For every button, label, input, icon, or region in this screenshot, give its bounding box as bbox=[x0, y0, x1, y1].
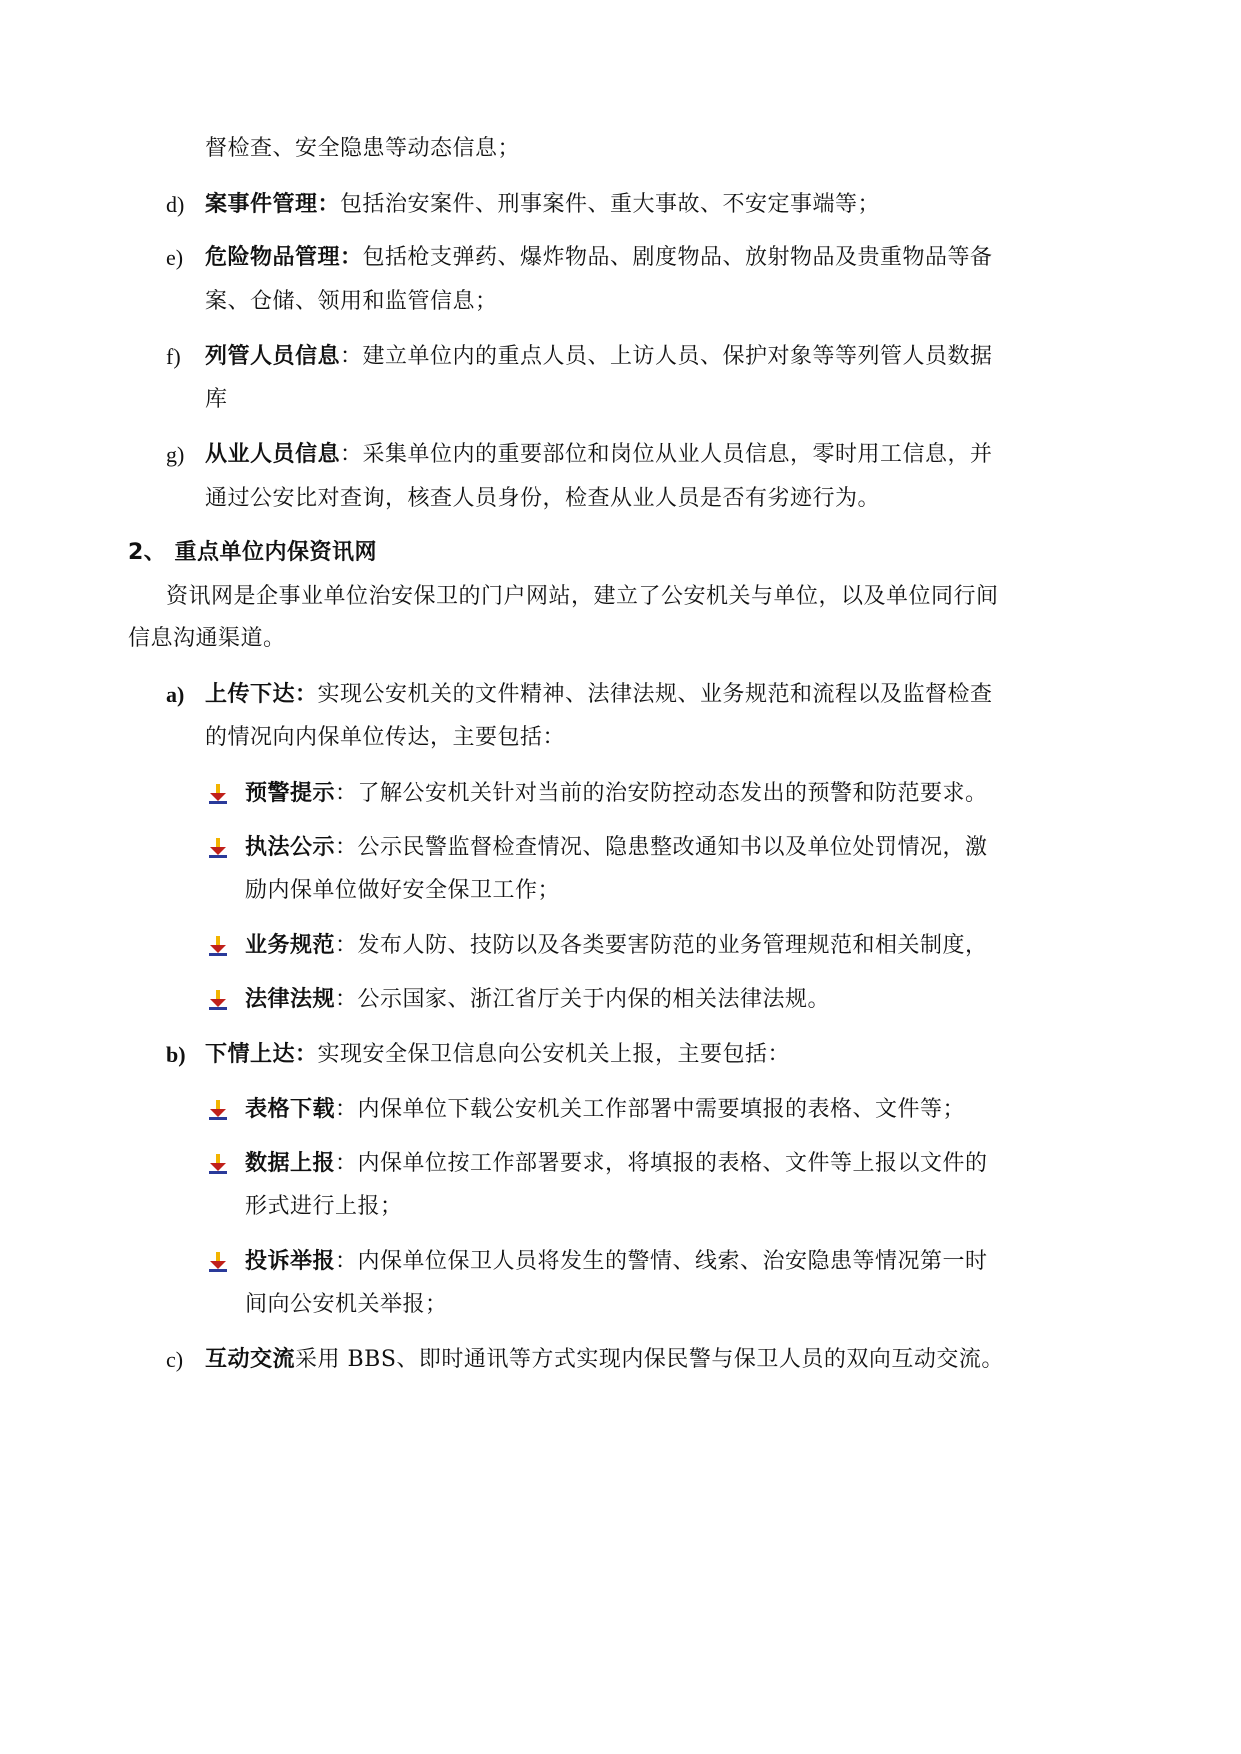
section-title: 重点单位内保资讯网 bbox=[174, 540, 377, 565]
section-number: 2、 bbox=[128, 540, 167, 565]
arrow-down-bullet-icon bbox=[207, 989, 229, 1011]
item-term: 下情上达： bbox=[205, 1042, 318, 1067]
bullet-item bbox=[245, 985, 830, 1015]
list-item-f bbox=[205, 342, 993, 372]
list-item-e bbox=[205, 243, 993, 273]
item-term: 上传下达： bbox=[205, 682, 318, 707]
bullet-item bbox=[245, 1095, 965, 1125]
list-marker-f: f) bbox=[166, 344, 181, 369]
bullet-item-cont: 形式进行上报； bbox=[245, 1194, 403, 1219]
bullet-text: ：公示民警监督检查情况、隐患整改通知书以及单位处罚情况，激 bbox=[335, 835, 988, 860]
item-term: 危险物品管理： bbox=[205, 245, 363, 270]
list-marker-g: g) bbox=[166, 442, 185, 467]
bullet-term: 法律法规 bbox=[245, 987, 336, 1012]
bullet-item bbox=[245, 1247, 988, 1277]
list-item-c bbox=[205, 1345, 1004, 1375]
bullet-term: 业务规范 bbox=[245, 933, 336, 958]
bullet-item-cont: 励内保单位做好安全保卫工作； bbox=[245, 878, 561, 903]
arrow-down-bullet-icon bbox=[207, 935, 229, 957]
item-text: 包括治安案件、刑事案件、重大事故、不安定事端等； bbox=[340, 192, 881, 217]
item-text: 包括枪支弹药、爆炸物品、剧度物品、放射物品及贵重物品等备 bbox=[362, 245, 993, 270]
bullet-text: ：内保单位保卫人员将发生的警情、线索、治安隐患等情况第一时 bbox=[335, 1249, 988, 1274]
bullet-text: ：内保单位下载公安机关工作部署中需要填报的表格、文件等； bbox=[335, 1097, 966, 1122]
list-marker-c: c) bbox=[166, 1347, 184, 1372]
list-item-g bbox=[205, 440, 993, 470]
paragraph-continuation: 督检查、安全隐患等动态信息； bbox=[205, 136, 521, 161]
list-item-d bbox=[205, 190, 880, 220]
item-text: 实现公安机关的文件精神、法律法规、业务规范和流程以及监督检查 bbox=[317, 682, 993, 707]
section-intro: 资讯网是企事业单位治安保卫的门户网站，建立了公安机关与单位，以及单位同行间 bbox=[166, 584, 999, 609]
list-marker-a: a) bbox=[166, 682, 185, 707]
bullet-text: ：发布人防、技防以及各类要害防范的业务管理规范和相关制度， bbox=[335, 933, 988, 958]
list-marker-d: d) bbox=[166, 192, 185, 217]
bullet-text: ：内保单位按工作部署要求，将填报的表格、文件等上报以文件的 bbox=[335, 1151, 988, 1176]
list-item-a-cont: 的情况向内保单位传达，主要包括： bbox=[205, 725, 566, 750]
bullet-text: ：公示国家、浙江省厅关于内保的相关法律法规。 bbox=[335, 987, 831, 1012]
list-item-e-cont: 案、仓储、领用和监管信息； bbox=[205, 289, 498, 314]
list-marker-e: e) bbox=[166, 245, 184, 270]
bullet-item bbox=[245, 931, 988, 961]
arrow-down-bullet-icon bbox=[207, 1099, 229, 1121]
item-text: 实现安全保卫信息向公安机关上报，主要包括： bbox=[317, 1042, 791, 1067]
list-item-a bbox=[205, 680, 993, 710]
bullet-item bbox=[245, 833, 988, 863]
bullet-term: 预警提示 bbox=[245, 781, 336, 806]
arrow-down-bullet-icon bbox=[207, 1153, 229, 1175]
bullet-term: 执法公示 bbox=[245, 835, 336, 860]
list-marker-b: b) bbox=[166, 1042, 186, 1067]
section-heading bbox=[128, 538, 377, 568]
item-term: 互动交流 bbox=[205, 1347, 296, 1372]
bullet-item-cont: 间向公安机关举报； bbox=[245, 1292, 448, 1317]
bullet-text: ：了解公安机关针对当前的治安防控动态发出的预警和防范要求。 bbox=[335, 781, 988, 806]
list-item-f-cont: 库 bbox=[205, 387, 228, 412]
bullet-item bbox=[245, 779, 988, 809]
list-item-g-cont: 通过公安比对查询，核查人员身份，检查从业人员是否有劣迹行为。 bbox=[205, 486, 881, 511]
arrow-down-bullet-icon bbox=[207, 1251, 229, 1273]
item-term: 列管人员信息 bbox=[205, 344, 341, 369]
section-intro-cont: 信息沟通渠道。 bbox=[128, 626, 286, 651]
item-text: 采用 BBS、即时通讯等方式实现内保民警与保卫人员的双向互动交流。 bbox=[295, 1347, 1004, 1372]
arrow-down-bullet-icon bbox=[207, 837, 229, 859]
arrow-down-bullet-icon bbox=[207, 783, 229, 805]
bullet-term: 数据上报 bbox=[245, 1151, 336, 1176]
item-text: ：建立单位内的重点人员、上访人员、保护对象等等列管人员数据 bbox=[340, 344, 993, 369]
item-term: 案事件管理： bbox=[205, 192, 341, 217]
list-item-b bbox=[205, 1040, 790, 1070]
bullet-item bbox=[245, 1149, 988, 1179]
item-term: 从业人员信息 bbox=[205, 442, 341, 467]
bullet-term: 投诉举报 bbox=[245, 1249, 336, 1274]
bullet-term: 表格下载 bbox=[245, 1097, 336, 1122]
item-text: ：采集单位内的重要部位和岗位从业人员信息，零时用工信息，并 bbox=[340, 442, 993, 467]
